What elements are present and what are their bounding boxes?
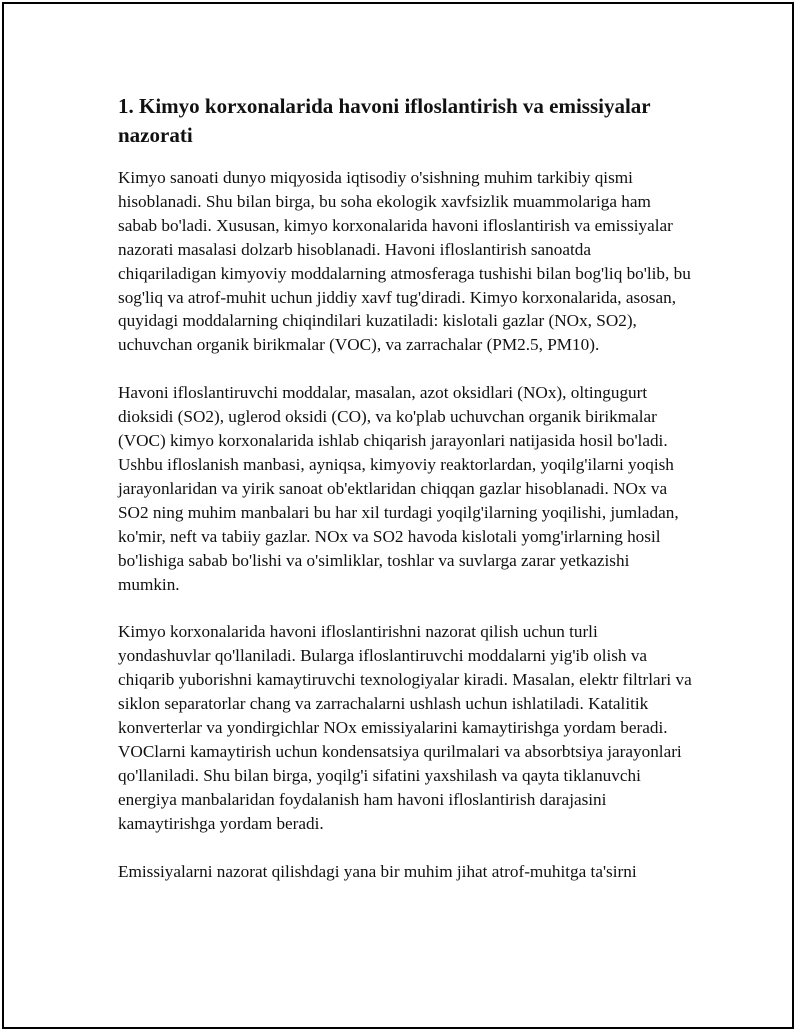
paragraph-3: Kimyo korxonalarida havoni ifloslantirishni nazorat qilish uchun turli yondashuvlar qo'llaniladi. Bularga ifloslantiruvchi moddalarni yig'ib olish va chiqarib yuborishni kamaytiruvchi texnologiyalar kiradi. Masalan, elektr filtrlari va siklon separatorlar chang va zarrachalarni ushlash uchun ishlatiladi. Katalitik konverterlar va yondirgichlar NOx emissiyalarini kamaytirishga yordam beradi. VOClarni kamaytirish uchun kondensatsiya qurilmalari va absorbtsiya jarayonlari qo'llaniladi. Shu bilan birga, yoqilg'i sifatini yaxshilash va qayta tiklanuvchi energiya manbalaridan foydalanish ham havoni ifloslantirish darajasini kamaytirishga yordam beradi.	[118, 622, 692, 833]
section-heading: 1. Kimyo korxonalarida havoni ifloslantirish va emissiyalar nazorati	[118, 94, 651, 147]
paragraph-1: Kimyo sanoati dunyo miqyosida iqtisodiy o'sishning muhim tarkibiy qismi hisoblanadi. Shu bilan birga, bu soha ekologik xavfsizlik muammolariga ham sabab bo'ladi. Xususan, kimyo korxonalarida havoni ifloslantirish va emissiyalar nazorati masalasi dolzarb hisoblanadi. Havoni ifloslantirish sanoatda chiqariladigan kimyoviy moddalarning atmosferaga tushishi bilan bog'liq bo'lib, bu sog'liq va atrof-muhit uchun jiddiy xavf tug'diradi. Kimyo korxonalarida, asosan, quyidagi moddalarning chiqindilari kuzatiladi: kislotali gazlar (NOx, SO2), uchuvchan organik birikmalar (VOC), va zarrachalar (PM2.5, PM10).	[118, 168, 691, 355]
paragraph-2: Havoni ifloslantiruvchi moddalar, masalan, azot oksidlari (NOx), oltingugurt dioksidi (SO2), uglerod oksidi (CO), va ko'plab uchuvchan organik birikmalar (VOC) kimyo korxonalarida ishlab chiqarish jarayonlari natijasida hosil bo'ladi. Ushbu ifloslanish manbasi, ayniqsa, kimyoviy reaktorlardan, yoqilg'ilarni yoqish jarayonlaridan va yirik sanoat ob'ektlaridan chiqqan gazlar hisoblanadi. NOx va SO2 ning muhim manbalari bu har xil turdagi yoqilg'ilarning yoqilishi, jumladan, ko'mir, neft va tabiiy gazlar. NOx va SO2 havoda kislotali yomg'irlarning hosil bo'lishiga sabab bo'lishi va o'simliklar, toshlar va suvlarga zarar yetkazishi mumkin.	[118, 383, 679, 594]
paragraph-4: Emissiyalarni nazorat qilishdagi yana bir muhim jihat atrof-muhitga ta'sirni	[118, 861, 637, 881]
document-body	[118, 92, 693, 907]
